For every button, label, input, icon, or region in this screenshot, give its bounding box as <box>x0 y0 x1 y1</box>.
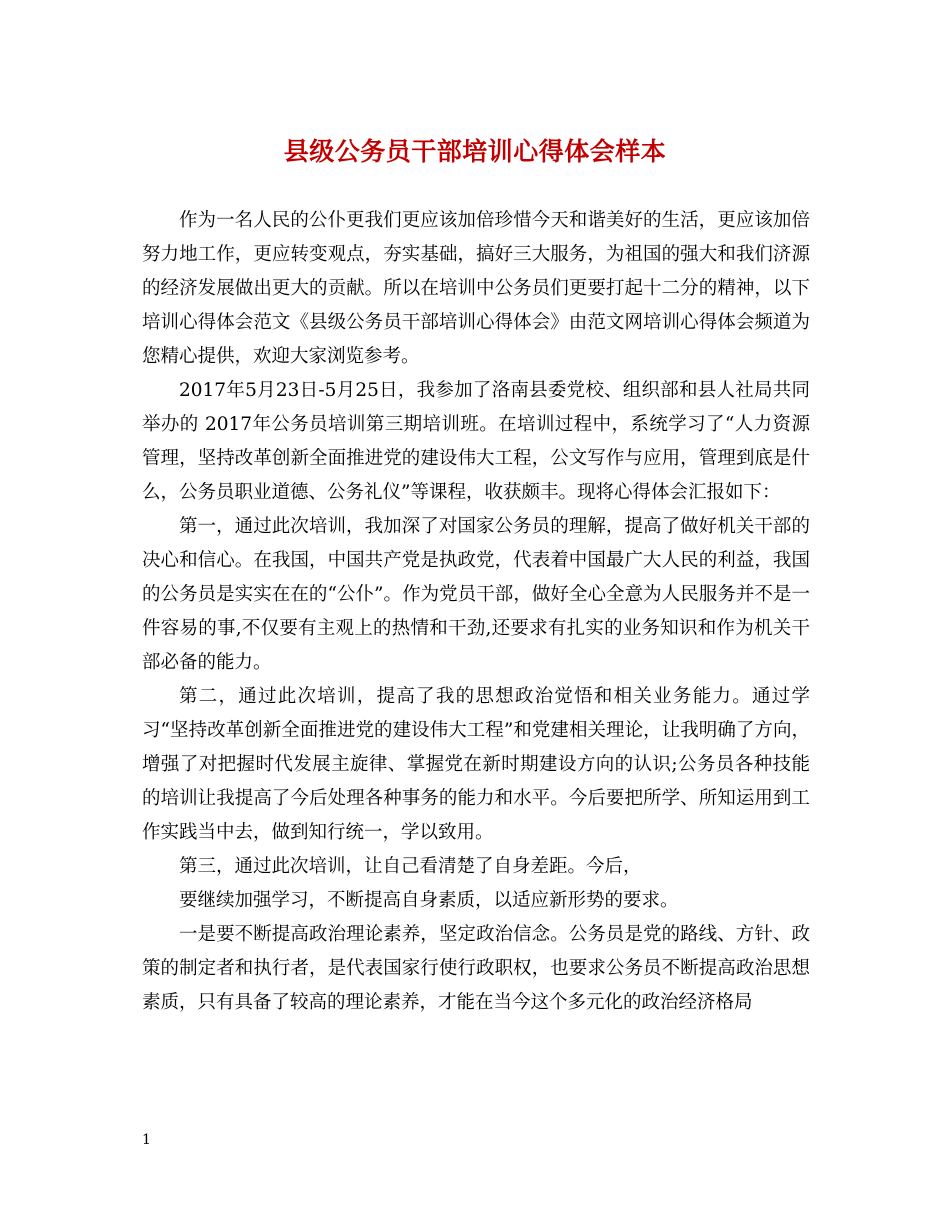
paragraph-intro: 作为一名人民的公仆更我们更应该加倍珍惜今天和谐美好的生活，更应该加倍努力地工作，更应转变观点，夯实基础，搞好三大服务，为祖国的强大和我们济源的经济发展做出更大的贡献。所以在培训中公务员们更要打起十二分的精神，以下培训心得体会范文《县级公务员干部培训心得体会》由范文网培训心得体会频道为您精心提供，欢迎大家浏览参考。 <box>142 210 810 367</box>
paragraph-training-dates: 2017年5月23日-5月25日，我参加了洛南县委党校、组织部和县人社局共同举办的 2017年公务员培训第三期培训班。在培训过程中，系统学习了“人力资源管理，坚持改革创新全面推进党的建设伟大工程，公文写作与应用，管理到底是什么，公务员职业道德、公务礼仪”等课程，收获颇丰。现将心得体会汇报如下： <box>142 380 810 503</box>
paragraph-third-continued: 要继续加强学习，不断提高自身素质，以适应新形势的要求。 <box>179 890 679 911</box>
document-title: 县级公务员干部培训心得体会样本 <box>283 137 667 166</box>
page-number: 1 <box>142 1132 151 1148</box>
paragraph-first: 第一，通过此次培训，我加深了对国家公务员的理解，提高了做好机关干部的决心和信心。在我国，中国共产党是执政党，代表着中国最广大人民的利益，我国的公务员是实实在在的“公仆”。作为党员干部，做好全心全意为人民服务并不是一件容易的事,不仅要有主观上的热情和干劲,还要求有扎实的业务知识和作为机关干部必备的能力。 <box>142 516 810 673</box>
paragraph-third: 第三，通过此次培训，让自己看清楚了自身差距。今后， <box>179 856 642 877</box>
document-body <box>142 204 810 1020</box>
paragraph-point-one: 一是要不断提高政治理论素养，坚定政治信念。公务员是党的路线、方针、政策的制定者和执行者，是代表国家行使行政职权，也要求公务员不断提高政治思想素质，只有具备了较高的理论素养，才能在当今这个多元化的政治经济格局 <box>142 924 810 1013</box>
paragraph-second: 第二，通过此次培训，提高了我的思想政治觉悟和相关业务能力。通过学习“坚持改革创新全面推进党的建设伟大工程”和党建相关理论，让我明确了方向，增强了对把握时代发展主旋律、掌握党在新时期建设方向的认识;公务员各种技能的培训让我提高了今后处理各种事务的能力和水平。今后要把所学、所知运用到工作实践当中去，做到知行统一，学以致用。 <box>142 686 810 843</box>
